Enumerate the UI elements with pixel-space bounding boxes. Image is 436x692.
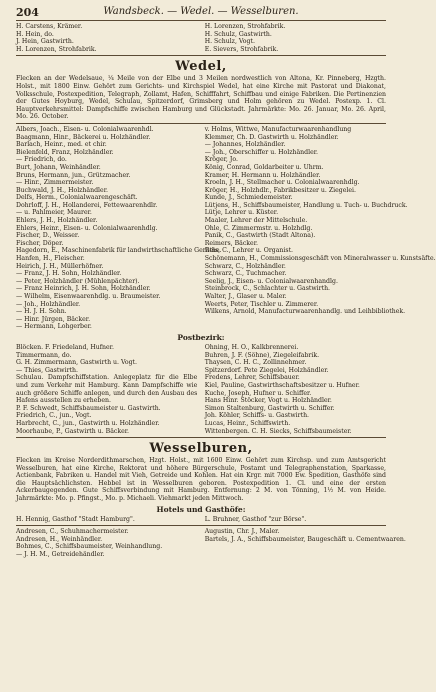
directory-entry: Blöcken. F. Friedeland, Hufner. xyxy=(16,343,114,351)
directory-entry: Joh. Köhler, Schiffs- u. Gastwirth. xyxy=(204,412,310,420)
hotels-entries xyxy=(16,516,386,524)
directory-entry: G. H. Zimmermann, Gastwirth u. Vogt. xyxy=(16,359,137,367)
directory-entry: Delfs, Herm., Colonialwaarengeschäft. xyxy=(16,194,138,202)
directory-entry: Kröger, Jo. xyxy=(204,156,238,164)
directory-entry: Weerts, Peter, Tischler u. Zimmerer. xyxy=(204,300,319,308)
directory-entry: Buhren, J. F. (Söhne), Ziegeleifabrik. xyxy=(204,351,320,359)
directory-entry: Wittenbergen. C. H. Siecks, Schiffsbaumeister. xyxy=(204,427,352,435)
directory-entry: H. Hennig, Gasthof "Stadt Hamburg". xyxy=(16,515,135,523)
directory-entry: Schönemann, H., Commissionsgeschäft von Mineralwasser u. Kunstsäfte. xyxy=(204,255,436,263)
directory-entry: Fischer, D., Weisser. xyxy=(16,232,80,240)
directory-entry: v. Holms, Wittwe, Manufacturwaarenhandlung xyxy=(204,125,352,133)
directory-entry: Walter, J., Glaser u. Maler. xyxy=(204,293,287,300)
directory-entry: Lucas, Heinr., Schiffswirth. xyxy=(204,419,291,427)
directory-entry: H. Lorenzen, Strohfabrik. xyxy=(204,23,286,30)
directory-entry: Ohning, H. O., Kalkbrennerei. xyxy=(204,343,299,351)
schulau-description: Schulau. Dampfschiffstation. Anlegeplatz für die Elbe und zum Verkehr mit Hamburg. Kann Dampfschiffe wie auch größere Schiffe anlegen, und durch den Ausbau des Hafens ausstellen zu erheben. xyxy=(16,374,198,405)
directory-entry: L. Bruhner, Gasthof "zur Börse". xyxy=(204,515,307,523)
directory-entry: — Franz, J. H. Sohn, Holzhändler. xyxy=(16,270,122,278)
directory-entry: Harbrecht, C., jun., Gastwirth u. Holzhändler. xyxy=(16,419,160,427)
directory-entry: Bielenfeld, Franz, Holzhändler. xyxy=(16,148,114,156)
directory-entry: — Joh., Oberschiffer u. Holzhändler. xyxy=(204,148,318,156)
directory-entry: Timmermann, do. xyxy=(16,351,72,359)
directory-entry: Kunde, J., Schmiedemeister. xyxy=(204,194,293,202)
postbezirk-right xyxy=(205,344,386,435)
directory-entry: Bohmes, C., Schiffsbaumeister, Weinhandlung. xyxy=(16,543,163,551)
directory-entry: Baagmann, Hinr., Bäckerei u. Holzhändler. xyxy=(16,133,151,141)
directory-entry: Hagedorn, E., Maschinenfabrik für landwirthschaftliche Geräthe. xyxy=(16,247,222,255)
directory-entry: König, Conrad, Goldarbeiter u. Uhrm. xyxy=(204,163,324,171)
directory-entry: Ehlers, Heinr., Eisen- u. Colonialwaarenhdlg. xyxy=(16,224,158,232)
directory-entry: — Johannes, Holzhändler. xyxy=(204,141,286,149)
directory-entry: Buchwald, J. H., Holzhändler. xyxy=(16,186,108,194)
directory-entry: P. F. Schwedt, Schiffsbaumeister u. Gastwirth. xyxy=(16,404,161,412)
wedel-entries xyxy=(16,125,436,331)
directory-entry: Hanfen, H., Fleischer. xyxy=(16,255,85,263)
directory-entry: Spitzerdorf. Pete Ziegelei, Holzhändler. xyxy=(204,366,329,374)
wesselburen-description: Flecken im Kreise Norderdithmarschen, Hzgt. Holst., mit 1600 Einw. Gehört zum Kirchsp. und zum Amtsgericht Wesselburen, hat eine Kirche, Rektorat und höhere Bürgerschule, Postamt und Telegraphenstation, Sparkasse, Actienbank, Fabriken u. Handel mit Vieh, Getreide und Kohlen. Hat ein Krgr. mit 7000 Ew. Spedition, Gasthöfe sind die Hauptsächlichsten. Hebbel ist in Wesselburen geboren. Postexpedition 1. Cl. und eine der ersten Ackerbaugegenden. Gute Schiffsverbindung mit Hamburg. Entfernung: 2 M. von Tönning, 1½ M. von Heide. Jahrmärkte: Mo. p. Pfingst., Mo. p. Michaeli. Viehmarkt jeden Mittwoch. xyxy=(16,457,386,503)
directory-entry: Moorhaube, P., Gastwirth u. Bäcker. xyxy=(16,427,130,435)
directory-entry: — J. H. M., Getreidehändler. xyxy=(16,551,105,559)
wesselburen-left xyxy=(16,528,197,558)
directory-entry: Albers, Joach., Eisen- u. Colonialwaarenhdl. xyxy=(16,125,154,133)
directory-entry: H. Carstens, Krämer. xyxy=(16,23,83,30)
directory-entry: Maaler, Lehrer der Mittelschule. xyxy=(204,217,308,225)
directory-entry: — Wilhelm, Eisenwaarenhdlg. u. Braumeister. xyxy=(16,293,161,300)
wedel-entries-right xyxy=(204,125,436,331)
directory-entry: Fischer, Döper. xyxy=(16,239,64,247)
top-entries xyxy=(16,23,386,53)
directory-entry: Schwarz, C., Holzhändler. xyxy=(204,262,286,270)
page-header xyxy=(16,6,386,21)
directory-entry: Andresen, C., Schuhmachermeister. xyxy=(16,528,129,536)
directory-entry: Schwarz, C., Tuchmacher. xyxy=(204,270,287,278)
directory-entry: Lütjens, H., Schiffsbaumeister, Handlung u. Tuch- u. Buchdruck. xyxy=(204,201,408,209)
directory-entry: — Thies, Gastwirth. xyxy=(16,366,78,374)
directory-entry: Andresen, H., Weinhändler. xyxy=(16,535,103,543)
directory-entry: Augustin, Chr. J., Maler. xyxy=(204,528,280,536)
directory-entry: — Hinr. Jürgen, Bäcker. xyxy=(16,315,91,323)
directory-entry: Simon Staltenburg, Gastwirth u. Schiffer. xyxy=(204,404,335,412)
directory-entry: Kroeln, J. H., Stellmacher u. Colonialwaarenhdlg. xyxy=(204,179,360,187)
postbezirk-left xyxy=(16,344,197,435)
directory-entry: Kiel, Pauline, Gastwirthschaftsbesitzer u. Hufner. xyxy=(204,381,360,389)
directory-entry: Ehlers, J. H., Holzhändler. xyxy=(16,217,98,225)
section-title-hotels: Hotels und Gasthöfe: xyxy=(156,504,246,514)
directory-entry: Burt, Johann, Weinhändler. xyxy=(16,163,101,171)
directory-entry: Hans Hinr. Stöcker, Vogt u. Holzhändler. xyxy=(204,397,332,405)
directory-entry: — Hinr., Zimmermeister. xyxy=(16,179,94,187)
top-entries-right xyxy=(205,23,386,53)
directory-entry: — Joh., Holzhändler. xyxy=(16,300,81,308)
directory-entry: Ohle, C. Zimmermstr. u. Holzhdlg. xyxy=(204,224,313,232)
section-title-wedel: Wedel, xyxy=(175,59,227,75)
directory-entry: Lütje, Lehrer u. Küster. xyxy=(204,209,279,217)
directory-entry: — Franz Heinrich, J. H. Sohn, Holzhändler. xyxy=(16,285,151,293)
directory-entry: Klemmer, Ch. D. Gastwirth u. Holzhändler. xyxy=(204,133,339,141)
directory-entry: — Hermann, Lohgerber. xyxy=(16,323,92,331)
directory-entry: Heirich, J. H., Müllerhöfner. xyxy=(16,262,104,270)
directory-entry: Kröger, H., Holzhdlr., Fabrikbesitzer u. Ziegelei. xyxy=(204,186,356,194)
directory-entry: Friedrich, C., jun., Vogt. xyxy=(16,412,92,420)
directory-entry: — H. J. H. Sohn. xyxy=(16,308,67,316)
directory-entry: — u. Pahlmeier, Maurer. xyxy=(16,209,92,217)
hotels-left xyxy=(16,516,197,524)
directory-entry: Seelig, J., Eisen- u. Colonialwaarenhandlg. xyxy=(204,277,338,285)
directory-entry: — Peter, Holzhändler (Mühlenpächter). xyxy=(16,277,140,285)
directory-entry: Kramer, H. Hermann u. Holzhändler. xyxy=(204,171,321,179)
running-title: Wandsbeck. — Wedel. — Wesselburen. xyxy=(103,6,299,17)
page-number: 204 xyxy=(16,6,39,19)
section-title-postbezirk: Postbezirk: xyxy=(177,332,225,342)
directory-entry: H. Hein, do. xyxy=(16,30,54,38)
directory-entry: Steinbrock, C., Schlachter u. Gastwirth. xyxy=(204,285,331,293)
directory-entry: Kuche, Joseph, Hufner u. Schiffer. xyxy=(204,389,312,397)
section-title-wesselburen: Wesselburen, xyxy=(149,441,253,457)
directory-entry: Thaysen, C. H. C., Zollinnehmer. xyxy=(204,359,307,367)
directory-entry: Reis, C., Lehrer u. Organist. xyxy=(204,247,294,255)
directory-entry: Reimers, Bäcker. xyxy=(204,239,258,247)
hotels-right xyxy=(205,516,386,524)
directory-entry: Fredens, Lehrer, Schiffsbauer. xyxy=(204,374,300,382)
directory-entry: Bartels, J. A., Schiffsbaumeister, Baugeschäft u. Cementwaaren. xyxy=(204,535,406,543)
directory-entry: Barlach, Heinr., med. et chir. xyxy=(16,141,107,149)
directory-entry: H. Schulz, Vogt. xyxy=(204,38,255,46)
top-entries-left xyxy=(16,23,197,53)
directory-entry: — Friedrich, do. xyxy=(16,156,67,164)
directory-entry: Wilkens, Arnold, Manufacturwaarenhandlg. und Leihbibliothek. xyxy=(204,308,406,316)
divider xyxy=(16,55,386,56)
divider xyxy=(16,437,386,438)
wesselburen-entries xyxy=(16,528,406,559)
directory-entry: Bruns, Hermann, jun., Grützmacher. xyxy=(16,171,131,179)
divider xyxy=(16,123,386,124)
directory-entry: Panik, C., Gastwirth (Stadt Altona). xyxy=(204,232,316,240)
divider xyxy=(16,525,386,526)
directory-entry: Dohrloff, J. H., Hollanderei, Fettewaarenhdlr. xyxy=(16,201,158,209)
directory-entry: E. Sievers, Strohfabrik. xyxy=(204,45,279,53)
postbezirk-entries xyxy=(16,344,386,435)
directory-entry: H. Lorenzen, Strohfabrik. xyxy=(16,45,97,53)
directory-entry: J. Hein, Gastwirth. xyxy=(16,38,74,46)
directory-entry: H. Schulz, Gastwirth. xyxy=(204,30,272,38)
wedel-description: Flecken an der Wedelsaue, ¼ Meile von der Elbe und 3 Meilen nordwestlich von Altona, Kr. Pinneberg, Hzgth. Holst., mit 1800 Einw. Gehört zum Gerichts- und Kirchspiel Wedel, hat eine Kirche mit Pastorat und Diakonat, Volksschule, Postexpedition, Telegraph, Zollamt, Hafen, Schifffahrt, Schiffbau und einige Fabriken. Die Pertinenzien der Gutes Hoyburg, Wedel, Schulau, Spitzerdorf, Grimsberg und Holm gehören zu Wedel. Postexp. 1. Cl. Hauptverkehrsmittel: Dampfschiffe zwischen Hamburg und Glückstadt. Jahrmärkte: Mo. 26. Januar, Mo. 26. April, Mo. 26. October. xyxy=(16,75,386,121)
wesselburen-right xyxy=(204,528,406,558)
